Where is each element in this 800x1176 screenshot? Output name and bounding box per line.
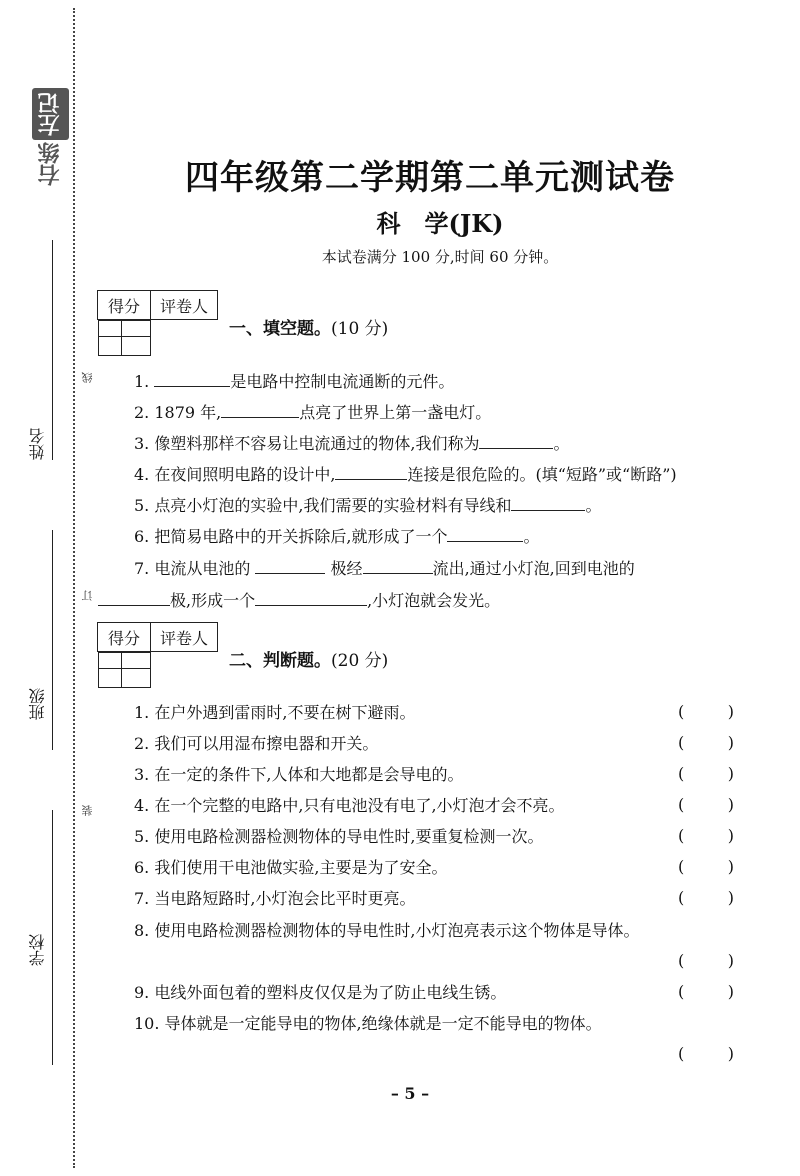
- answer-blank[interactable]: [479, 432, 553, 449]
- score-box-2: [97, 622, 218, 673]
- page-title: 四年级第二学期第二单元测试卷: [185, 158, 675, 198]
- judge-question-8: 8. 使用电路检测器检测物体的导电性时,小灯泡亮表示这个物体是导体。: [134, 921, 640, 940]
- judge-question-7: 7. 当电路短路时,小灯泡会比平时更亮。: [134, 889, 416, 908]
- judge-question-4: 4. 在一个完整的电路中,只有电池没有电了,小灯泡才会不亮。: [134, 796, 565, 815]
- answer-blank[interactable]: [447, 525, 523, 542]
- school-label: 学校: [28, 934, 47, 966]
- brand-logo: [30, 88, 70, 208]
- judge-question-3: 3. 在一定的条件下,人体和大地都是会导电的。: [134, 765, 464, 784]
- score-cell[interactable]: [98, 321, 121, 356]
- fill-question-6: 6. 把简易电路中的开关拆除后,就形成了一个 。: [134, 527, 540, 546]
- judge-question-10: 10. 导体就是一定能导电的物体,绝缘体就是一定不能导电的物体。: [134, 1014, 602, 1033]
- answer-paren[interactable]: ( ): [678, 826, 734, 845]
- class-field-line[interactable]: [52, 530, 55, 750]
- answer-blank[interactable]: [255, 589, 367, 606]
- answer-paren[interactable]: ( ): [678, 764, 734, 783]
- binding-dotted-line: [73, 8, 75, 1168]
- grader-label: 评卷人: [151, 623, 218, 652]
- fill-question-7: 7. 电流从电池的 极经 流出,通过小灯泡,回到电池的: [134, 559, 635, 578]
- score-label: 得分: [98, 623, 151, 652]
- cut-mark-middle: 订: [81, 590, 94, 601]
- grader-label: 评卷人: [151, 291, 218, 320]
- judge-question-6: 6. 我们使用干电池做实验,主要是为了安全。: [134, 858, 448, 877]
- fill-question-7-continued: 极,形成一个 ,小灯泡就会发光。: [98, 589, 500, 612]
- answer-blank[interactable]: [154, 370, 230, 387]
- fill-question-5: 5. 点亮小灯泡的实验中,我们需要的实验材料有导线和 。: [134, 496, 602, 515]
- answer-paren[interactable]: ( ): [678, 951, 734, 970]
- subject-title: 科 学(JK): [376, 209, 504, 238]
- name-field-line[interactable]: [52, 240, 55, 460]
- answer-blank[interactable]: [221, 401, 299, 418]
- answer-paren[interactable]: ( ): [678, 982, 734, 1001]
- cut-mark-bottom: 装: [81, 805, 94, 816]
- score-box-1: [97, 290, 218, 341]
- exam-note: 本试卷满分 100 分,时间 60 分钟。: [321, 248, 559, 266]
- fill-question-3: 3. 像塑料那样不容易让电流通过的物体,我们称为 。: [134, 434, 570, 453]
- fill-question-1: 1. 是电路中控制电流通断的元件。: [134, 372, 455, 391]
- score-cell[interactable]: [98, 653, 121, 688]
- answer-paren[interactable]: ( ): [678, 888, 734, 907]
- brand-part2: 右练: [37, 142, 63, 186]
- answer-paren[interactable]: ( ): [678, 857, 734, 876]
- grader-cell[interactable]: [121, 321, 150, 356]
- answer-blank[interactable]: [98, 589, 170, 606]
- judge-question-9: 9. 电线外面包着的塑料皮仅仅是为了防止电线生锈。: [134, 983, 507, 1002]
- judge-question-5: 5. 使用电路检测器检测物体的导电性时,要重复检测一次。: [134, 827, 544, 846]
- answer-blank[interactable]: [255, 557, 325, 574]
- judge-question-2: 2. 我们可以用湿布擦电器和开关。: [134, 734, 379, 753]
- answer-paren[interactable]: ( ): [678, 733, 734, 752]
- answer-blank[interactable]: [335, 463, 407, 480]
- answer-paren[interactable]: ( ): [678, 702, 734, 721]
- answer-paren[interactable]: ( ): [678, 1044, 734, 1063]
- section2-title: 二、判断题。(20 分): [229, 651, 389, 671]
- answer-blank[interactable]: [363, 557, 433, 574]
- fill-question-4: 4. 在夜间照明电路的设计中, 连接是很危险的。(填“短路”或“断路”): [134, 465, 677, 484]
- grader-cell[interactable]: [121, 653, 150, 688]
- brand-part1: 左记: [32, 88, 69, 140]
- fill-question-2: 2. 1879 年, 点亮了世界上第一盏电灯。: [134, 403, 492, 422]
- answer-blank[interactable]: [511, 494, 585, 511]
- section1-title: 一、填空题。(10 分): [229, 319, 389, 339]
- school-field-line[interactable]: [52, 810, 55, 1065]
- cut-mark-top: 线: [81, 372, 94, 383]
- score-label: 得分: [98, 291, 151, 320]
- answer-paren[interactable]: ( ): [678, 795, 734, 814]
- class-label: 班级: [28, 688, 47, 720]
- name-label: 姓名: [28, 428, 47, 460]
- page-number: – 5 –: [390, 1084, 430, 1103]
- judge-question-1: 1. 在户外遇到雷雨时,不要在树下避雨。: [134, 703, 416, 722]
